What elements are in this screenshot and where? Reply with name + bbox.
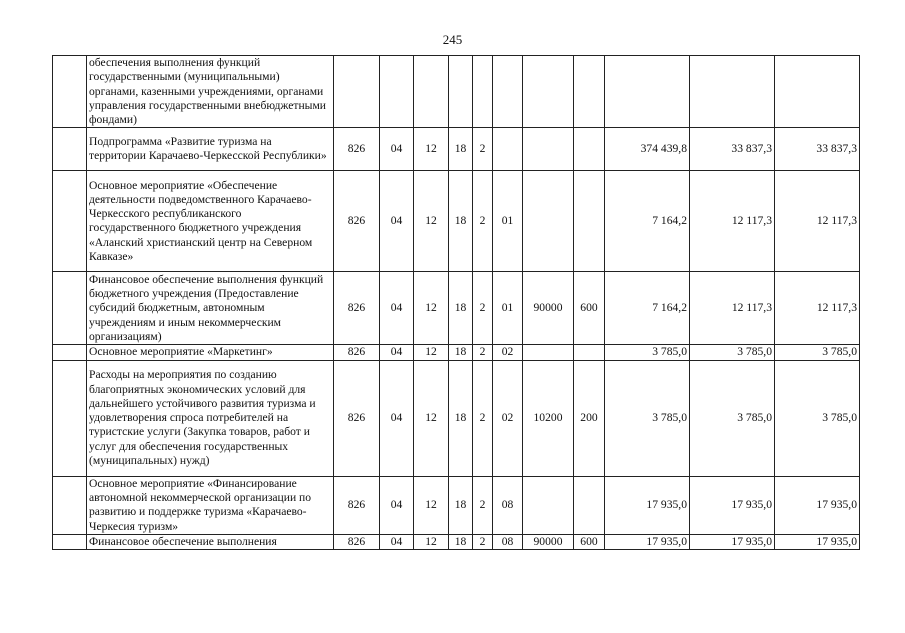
index-cell <box>53 360 87 476</box>
pr-cell: 12 <box>414 272 449 345</box>
direction-cell: 90000 <box>523 534 574 549</box>
table-row <box>53 272 860 345</box>
measure-cell <box>493 56 523 128</box>
sum-cell-1: 7 164,2 <box>605 272 690 345</box>
program-cell: 18 <box>449 171 473 272</box>
gr-cell: 826 <box>334 360 380 476</box>
direction-cell: 10200 <box>523 360 574 476</box>
program-cell: 18 <box>449 345 473 360</box>
direction-cell <box>523 128 574 171</box>
rz-cell: 04 <box>380 128 414 171</box>
measure-cell <box>493 128 523 171</box>
gr-cell: 826 <box>334 128 380 171</box>
rz-cell: 04 <box>380 476 414 534</box>
rz-cell: 04 <box>380 272 414 345</box>
gr-cell: 826 <box>334 272 380 345</box>
sum-cell-3: 17 935,0 <box>775 476 860 534</box>
vr-cell <box>574 128 605 171</box>
table-row <box>53 56 860 128</box>
sum-cell-3: 33 837,3 <box>775 128 860 171</box>
name-cell: Финансовое обеспечение выполнения <box>87 534 334 549</box>
index-cell <box>53 345 87 360</box>
name-cell: Основное мероприятие «Маркетинг» <box>87 345 334 360</box>
sum-cell-3: 12 117,3 <box>775 272 860 345</box>
name-cell: обеспечения выполнения функций государственными (муниципальными) органами, казенными учреждениями, органами управления государственными внебюджетными фондами) <box>87 56 334 128</box>
pr-cell: 12 <box>414 345 449 360</box>
program-cell: 18 <box>449 476 473 534</box>
program-cell <box>449 56 473 128</box>
subprogram-cell: 2 <box>473 534 493 549</box>
gr-cell: 826 <box>334 476 380 534</box>
rz-cell: 04 <box>380 360 414 476</box>
sum-cell-2: 12 117,3 <box>690 272 775 345</box>
vr-cell <box>574 345 605 360</box>
subprogram-cell: 2 <box>473 345 493 360</box>
pr-cell: 12 <box>414 360 449 476</box>
table-row <box>53 345 860 360</box>
sum-cell-1: 17 935,0 <box>605 534 690 549</box>
direction-cell <box>523 171 574 272</box>
table-row <box>53 360 860 476</box>
program-cell: 18 <box>449 360 473 476</box>
sum-cell-2: 17 935,0 <box>690 534 775 549</box>
subprogram-cell: 2 <box>473 272 493 345</box>
name-cell: Расходы на мероприятия по созданию благоприятных экономических условий для дальнейшего устойчивого развития туризма и удовлетворения спроса потребителей на туристские услуги (Закупка товаров, работ и услуг для обеспечения государственных (муниципальных) нужд) <box>87 360 334 476</box>
measure-cell: 08 <box>493 476 523 534</box>
sum-cell-2: 12 117,3 <box>690 171 775 272</box>
sum-cell-3 <box>775 56 860 128</box>
index-cell <box>53 272 87 345</box>
table-row <box>53 534 860 549</box>
rz-cell: 04 <box>380 345 414 360</box>
gr-cell: 826 <box>334 345 380 360</box>
gr-cell <box>334 56 380 128</box>
sum-cell-2: 33 837,3 <box>690 128 775 171</box>
vr-cell: 600 <box>574 272 605 345</box>
vr-cell <box>574 171 605 272</box>
name-cell: Финансовое обеспечение выполнения функций бюджетного учреждения (Предоставление субсидий бюджетным, автономным учреждениям и иным некоммерческим организациям) <box>87 272 334 345</box>
index-cell <box>53 56 87 128</box>
pr-cell <box>414 56 449 128</box>
program-cell: 18 <box>449 534 473 549</box>
direction-cell <box>523 476 574 534</box>
sum-cell-3: 12 117,3 <box>775 171 860 272</box>
measure-cell: 01 <box>493 272 523 345</box>
subprogram-cell: 2 <box>473 360 493 476</box>
sum-cell-1 <box>605 56 690 128</box>
direction-cell: 90000 <box>523 272 574 345</box>
direction-cell <box>523 345 574 360</box>
budget-table <box>52 55 860 550</box>
subprogram-cell: 2 <box>473 476 493 534</box>
sum-cell-2: 3 785,0 <box>690 360 775 476</box>
sum-cell-3: 3 785,0 <box>775 360 860 476</box>
sum-cell-2: 3 785,0 <box>690 345 775 360</box>
pr-cell: 12 <box>414 476 449 534</box>
pr-cell: 12 <box>414 128 449 171</box>
subprogram-cell: 2 <box>473 171 493 272</box>
measure-cell: 08 <box>493 534 523 549</box>
sum-cell-3: 17 935,0 <box>775 534 860 549</box>
page-number: 245 <box>442 32 463 47</box>
name-cell: Основное мероприятие «Финансирование автономной некоммерческой организации по развитию и поддержке туризма «Карачаево-Черкесия туризм» <box>87 476 334 534</box>
table-row <box>53 171 860 272</box>
program-cell: 18 <box>449 272 473 345</box>
pr-cell: 12 <box>414 534 449 549</box>
gr-cell: 826 <box>334 171 380 272</box>
index-cell <box>53 128 87 171</box>
measure-cell: 02 <box>493 360 523 476</box>
measure-cell: 02 <box>493 345 523 360</box>
table-row <box>53 476 860 534</box>
index-cell <box>53 534 87 549</box>
rz-cell: 04 <box>380 534 414 549</box>
rz-cell: 04 <box>380 171 414 272</box>
sum-cell-1: 3 785,0 <box>605 360 690 476</box>
vr-cell: 600 <box>574 534 605 549</box>
pr-cell: 12 <box>414 171 449 272</box>
subprogram-cell <box>473 56 493 128</box>
vr-cell <box>574 56 605 128</box>
sum-cell-1: 374 439,8 <box>605 128 690 171</box>
direction-cell <box>523 56 574 128</box>
gr-cell: 826 <box>334 534 380 549</box>
sum-cell-2: 17 935,0 <box>690 476 775 534</box>
sum-cell-1: 17 935,0 <box>605 476 690 534</box>
vr-cell <box>574 476 605 534</box>
program-cell: 18 <box>449 128 473 171</box>
sum-cell-3: 3 785,0 <box>775 345 860 360</box>
index-cell <box>53 476 87 534</box>
name-cell: Основное мероприятие «Обеспечение деятельности подведомственного Карачаево-Черкесского республиканского государственного бюджетного учреждения «Аланский христианский центр на Северном Кавказе» <box>87 171 334 272</box>
index-cell <box>53 171 87 272</box>
sum-cell-1: 3 785,0 <box>605 345 690 360</box>
table-row <box>53 128 860 171</box>
vr-cell: 200 <box>574 360 605 476</box>
subprogram-cell: 2 <box>473 128 493 171</box>
measure-cell: 01 <box>493 171 523 272</box>
name-cell: Подпрограмма «Развитие туризма на территории Карачаево-Черкесской Республики» <box>87 128 334 171</box>
rz-cell <box>380 56 414 128</box>
sum-cell-2 <box>690 56 775 128</box>
sum-cell-1: 7 164,2 <box>605 171 690 272</box>
